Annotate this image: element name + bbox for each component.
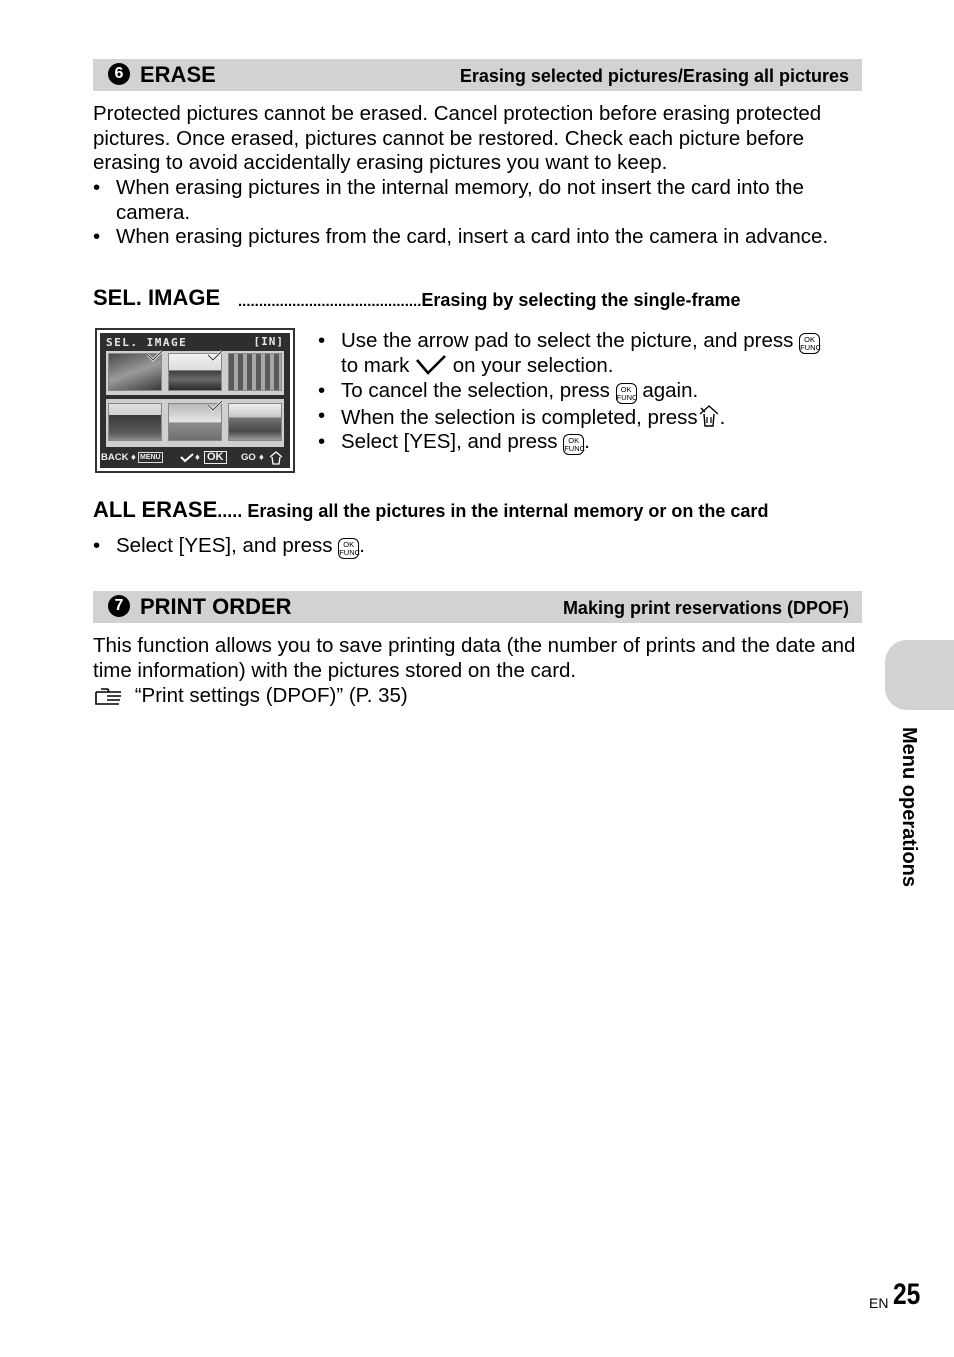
- ok-func-button-icon: OK FUNC: [800, 335, 821, 352]
- ok-func-button-icon: OK FUNC: [339, 540, 361, 557]
- check-icon: [206, 399, 224, 413]
- ok-func-button-icon: OK FUNC: [616, 384, 638, 402]
- erase-section-header: [93, 59, 862, 91]
- memory-indicator: [IN]: [253, 335, 284, 348]
- section-number-6: 6: [108, 63, 130, 85]
- list-item: • When erasing pictures in the internal memory, do not insert the card into the camera.: [93, 176, 804, 224]
- ok-label: OK: [204, 451, 227, 464]
- thumbnail-grid: [106, 351, 284, 447]
- all-erase-heading: ALL ERASE: [93, 497, 218, 522]
- page-number: 25: [893, 1278, 921, 1311]
- list-item: • Select [YES], and press OK FUNC.: [318, 430, 590, 453]
- side-tab: [885, 640, 954, 710]
- list-item: • When the selection is completed, press .: [318, 403, 726, 429]
- erase-intro: Protected pictures cannot be erased. Cancel protection before erasing protected pictures. Once erased, pictures cannot be restored. Check each picture before erasing to avoid accidentally erasing pictures you want to keep.: [93, 102, 822, 174]
- thumbnail: [108, 403, 162, 441]
- list-item: • Use the arrow pad to select the picture, and press OK FUNC to mark on your selection.: [318, 329, 821, 377]
- print-order-reference[interactable]: [93, 684, 408, 709]
- print-order-text: This function allows you to save printing data (the number of prints and the date and time information) with the pictures stored on the card.: [93, 634, 856, 682]
- trash-icon: [267, 451, 285, 465]
- screen-title: SEL. IMAGE: [106, 336, 188, 349]
- erase-bullet-list: [93, 176, 868, 250]
- check-mark-icon: [415, 354, 447, 376]
- sel-image-description: Erasing by selecting the single-frame: [421, 290, 741, 310]
- thumbnail: [228, 353, 282, 391]
- sel-image-steps: [318, 329, 868, 455]
- sel-image-heading: SEL. IMAGE: [93, 285, 221, 310]
- print-order-section-header: [93, 591, 862, 623]
- go-label: GO: [241, 452, 256, 463]
- print-order-subtitle: Making print reservations (DPOF): [562, 598, 849, 618]
- reference-hand-icon: [93, 684, 129, 706]
- erase-subtitle: Erasing selected pictures/Erasing all pictures: [459, 66, 849, 86]
- camera-screen-illustration: [95, 328, 295, 473]
- side-tab-label: Menu operations: [898, 727, 920, 888]
- print-order-title: PRINT ORDER: [140, 594, 292, 619]
- list-item: • When erasing pictures from the card, insert a card into the camera in advance.: [93, 225, 829, 248]
- screen-footer: BACK ♦ MENU ♦ OK GO ♦: [100, 450, 290, 466]
- erase-button-icon: [698, 404, 720, 428]
- back-label: BACK: [101, 452, 129, 463]
- ok-func-button-icon: OK FUNC: [564, 436, 586, 453]
- sel-image-description-line: ............................................Erasing by selecting the single-frame: [238, 290, 741, 310]
- reference-link[interactable]: “Print settings (DPOF)” (P. 35): [134, 684, 408, 707]
- all-erase-bullet-list: [93, 534, 868, 559]
- all-erase-description: Erasing all the pictures in the internal memory or on the card: [247, 501, 769, 521]
- grid-divider: [106, 395, 284, 399]
- menu-label: MENU: [140, 454, 161, 461]
- check-icon: [146, 349, 164, 363]
- section-number-7: 7: [108, 595, 130, 617]
- check-icon: [180, 453, 194, 463]
- all-erase-heading-line: ALL ERASE..... Erasing all the pictures in the internal memory or on the card: [93, 497, 769, 522]
- check-icon: [206, 349, 224, 363]
- list-item: • To cancel the selection, press OK FUNC again.: [318, 378, 699, 402]
- erase-title: ERASE: [140, 62, 216, 87]
- list-item: • Select [YES], and press OK FUNC.: [93, 534, 365, 557]
- footer-lang: EN: [869, 1295, 889, 1311]
- thumbnail: [228, 403, 282, 441]
